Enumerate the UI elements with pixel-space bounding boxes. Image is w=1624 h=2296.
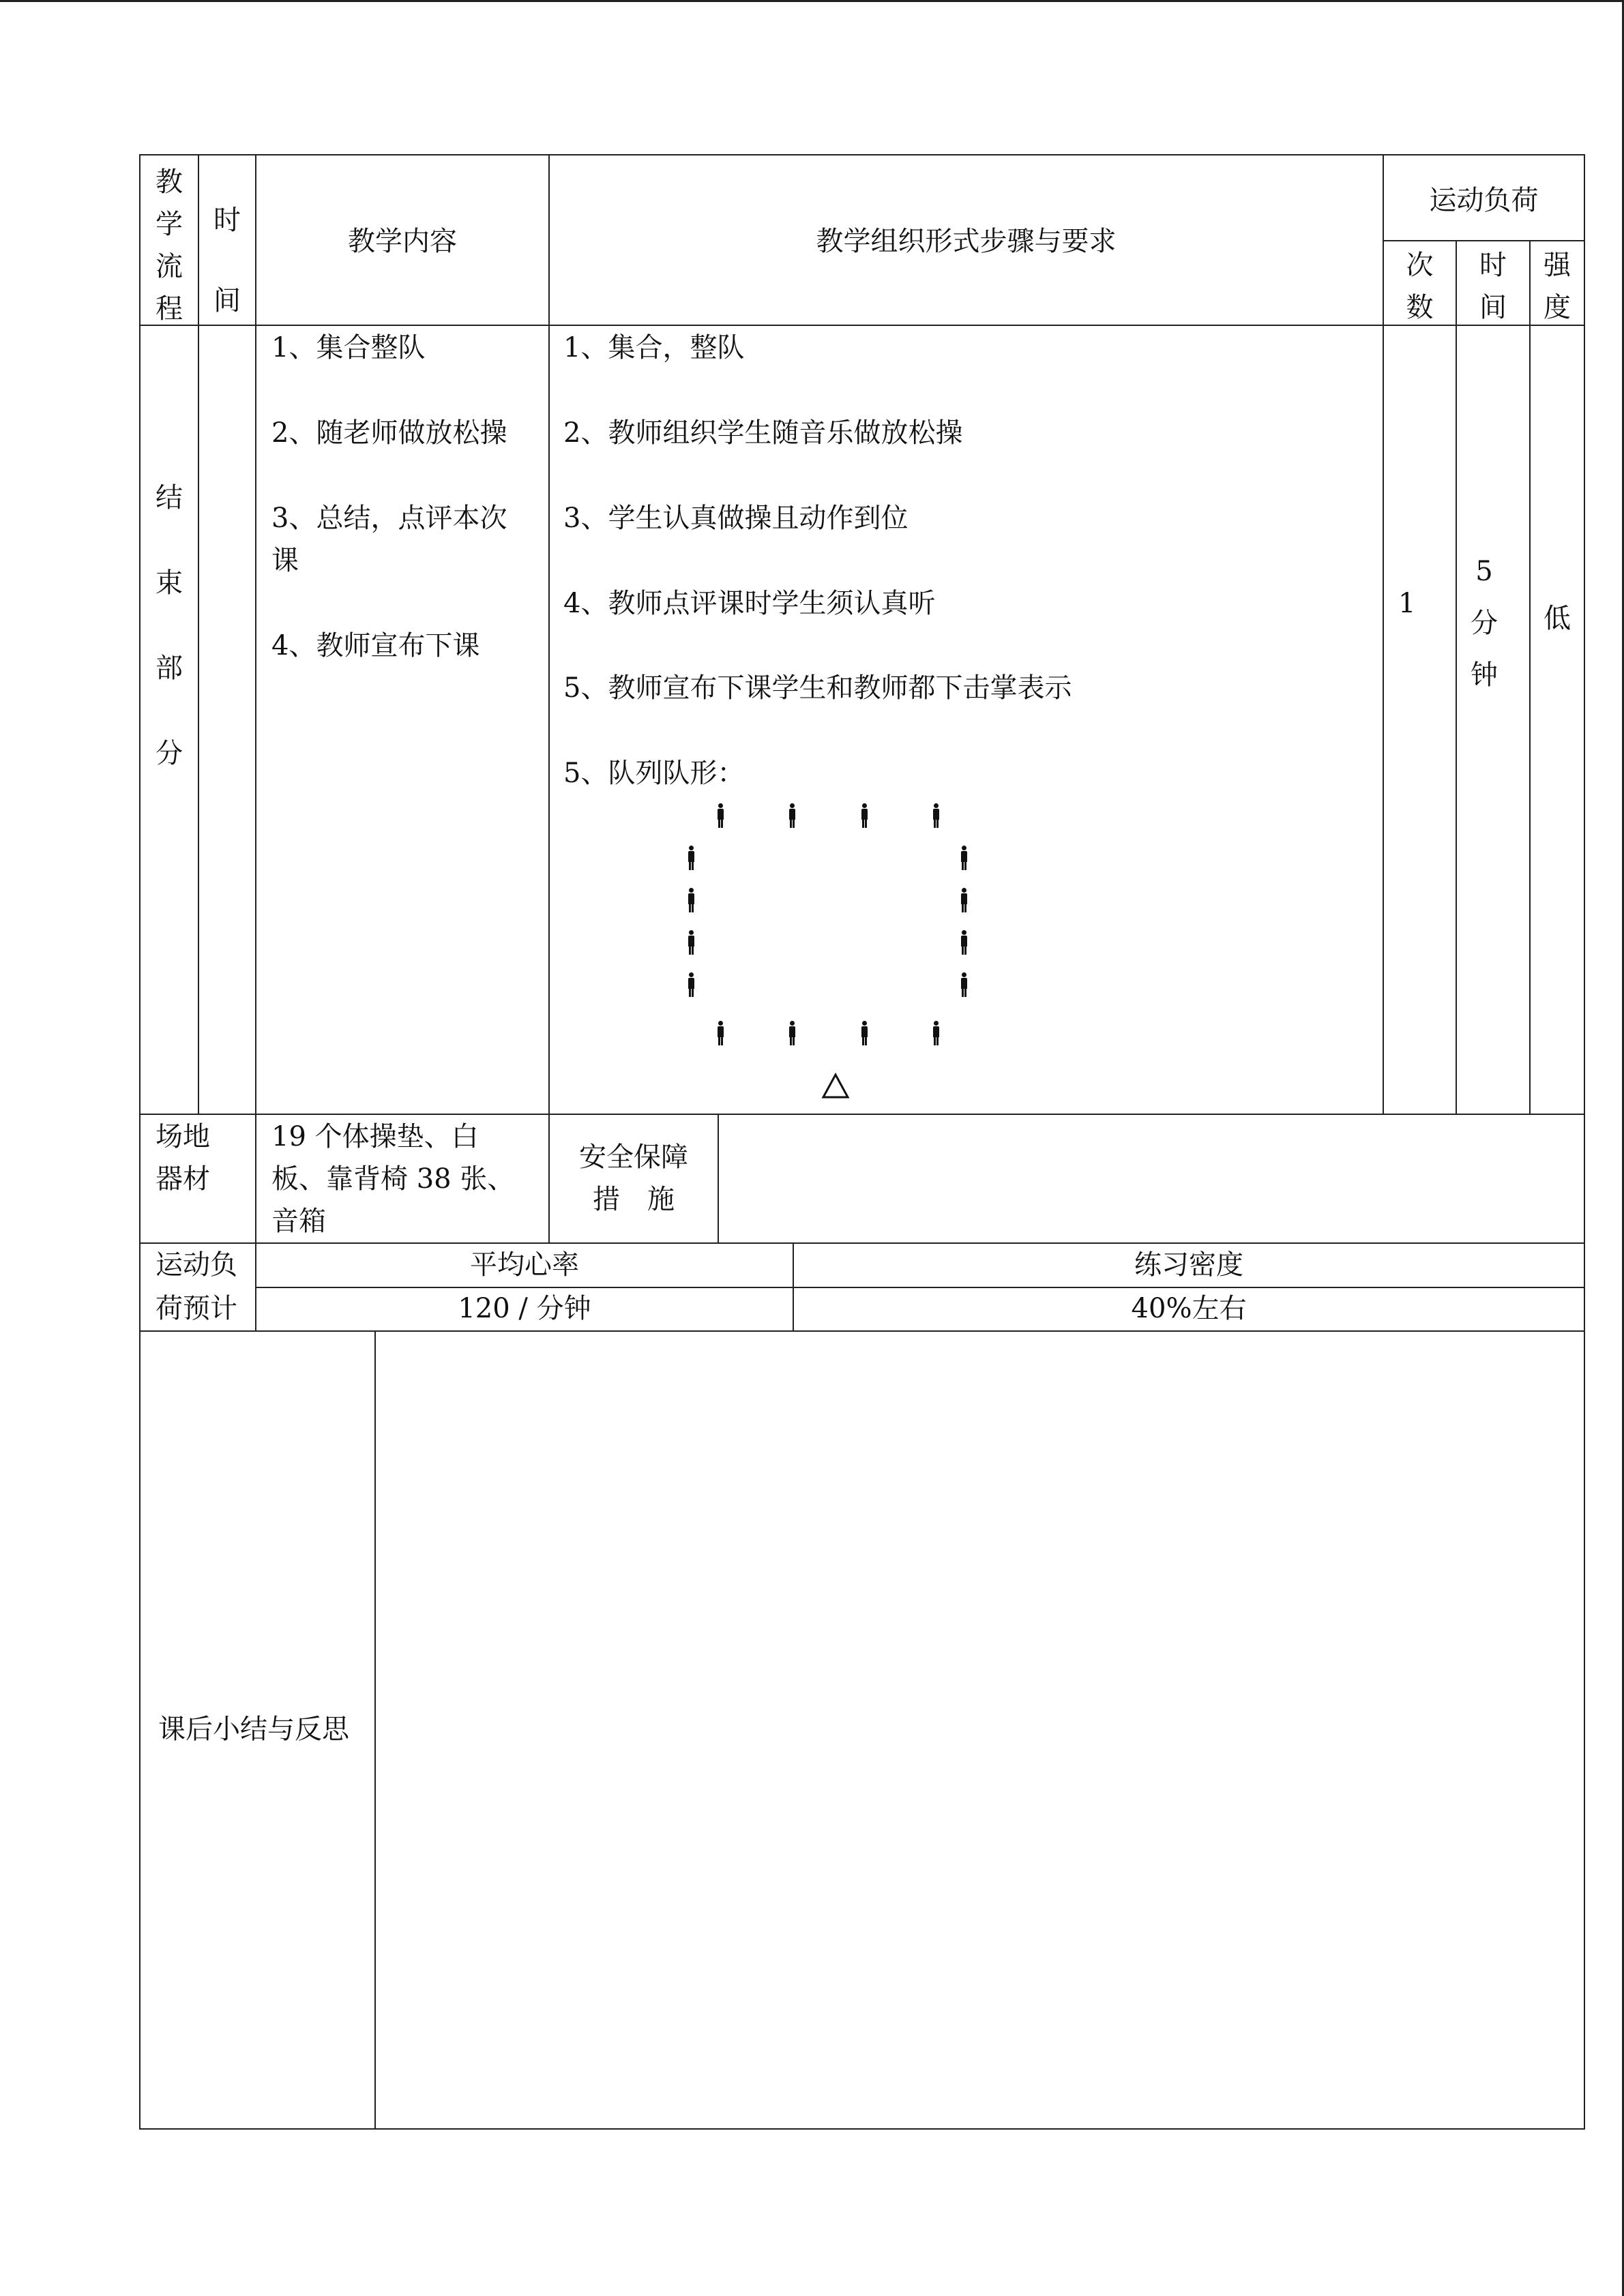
step-3: 3、学生认真做操且动作到位 <box>563 503 909 534</box>
load-header-divider <box>1383 240 1585 241</box>
section-bottom-border <box>139 1114 1585 1115</box>
content-item-1: 1、集合整队 <box>271 332 426 363</box>
student-figure-icon <box>687 888 695 914</box>
header-bottom-border <box>139 325 1585 326</box>
teacher-triangle-icon <box>821 1071 851 1101</box>
student-figure-icon <box>932 803 940 829</box>
student-figure-icon <box>960 972 968 998</box>
student-figure-icon <box>788 803 796 829</box>
student-figure-icon <box>788 1021 796 1047</box>
table-border-top <box>139 154 1585 155</box>
density-label: 练习密度 <box>1134 1249 1243 1281</box>
student-figure-icon <box>960 930 968 956</box>
content-item-4: 4、教师宣布下课 <box>271 630 480 661</box>
forecast-bottom-border <box>139 1330 1585 1332</box>
step-1: 1、集合，整队 <box>563 332 745 363</box>
header-organization: 教学组织形式步骤与要求 <box>816 226 1117 257</box>
heart-rate-value: 120 / 分钟 <box>458 1293 591 1324</box>
safety-label-line-2: 措 施 <box>593 1184 675 1215</box>
reflection-label-divider <box>374 1330 376 2130</box>
equipment-label-line-2: 器材 <box>156 1163 210 1195</box>
section-name: 结 束 部 分 <box>156 482 183 769</box>
header-content: 教学内容 <box>348 226 457 257</box>
time-content-divider <box>255 154 256 1332</box>
header-time: 时 间 <box>213 205 241 316</box>
student-figure-icon <box>716 803 724 829</box>
student-figure-icon <box>960 846 968 871</box>
equipment-text-line-3: 音箱 <box>271 1206 326 1237</box>
load-count-value: 1 <box>1398 588 1416 619</box>
load-duration-value: 5 分 钟 <box>1471 556 1498 691</box>
reflection-label: 课后小结与反思 <box>158 1714 349 1745</box>
forecast-label-line-2: 荷预计 <box>156 1293 237 1324</box>
table-border-right <box>1584 154 1585 2130</box>
header-load: 运动负荷 <box>1429 185 1539 216</box>
load-intensity-value: 低 <box>1544 603 1571 634</box>
step-5: 5、教师宣布下课学生和教师都下击掌表示 <box>563 672 1072 704</box>
header-load-intensity: 强 度 <box>1544 250 1571 323</box>
forecast-mid-border <box>255 1287 1585 1288</box>
forecast-label-line-1: 运动负 <box>156 1249 237 1281</box>
step-formation: 5、队列队形： <box>563 758 745 789</box>
content-item-3-cont: 课 <box>271 545 299 576</box>
student-figure-icon <box>860 1021 868 1047</box>
equipment-text-line-2: 板、靠背椅 38 张、 <box>271 1163 515 1195</box>
step-2: 2、教师组织学生随音乐做放松操 <box>563 417 963 449</box>
heart-rate-label: 平均心率 <box>470 1249 579 1281</box>
student-figure-icon <box>687 972 695 998</box>
student-figure-icon <box>960 888 968 914</box>
student-figure-icon <box>687 846 695 871</box>
safety-label-divider <box>718 1114 719 1244</box>
equipment-text-line-1: 19 个体操垫、白 <box>271 1121 479 1152</box>
equipment-bottom-border <box>139 1242 1585 1244</box>
equipment-label-line-1: 场地 <box>156 1121 210 1152</box>
student-figure-icon <box>687 930 695 956</box>
density-value: 40%左右 <box>1131 1293 1247 1324</box>
student-figure-icon <box>932 1021 940 1047</box>
table-border-left <box>139 154 141 2130</box>
content-organization-divider <box>548 154 550 1244</box>
time-intensity-divider <box>1529 240 1531 1115</box>
student-figure-icon <box>860 803 868 829</box>
student-figure-icon <box>716 1021 724 1047</box>
safety-label-line-1: 安全保障 <box>579 1142 688 1173</box>
header-flow: 教 学 流 程 <box>156 166 183 325</box>
header-load-time: 时 间 <box>1479 250 1507 323</box>
content-item-2: 2、随老师做放松操 <box>271 417 507 449</box>
header-load-count: 次 数 <box>1406 250 1434 323</box>
table-border-bottom <box>139 2128 1585 2130</box>
step-4: 4、教师点评课时学生须认真听 <box>563 588 936 619</box>
content-item-3: 3、总结，点评本次 <box>271 503 507 534</box>
